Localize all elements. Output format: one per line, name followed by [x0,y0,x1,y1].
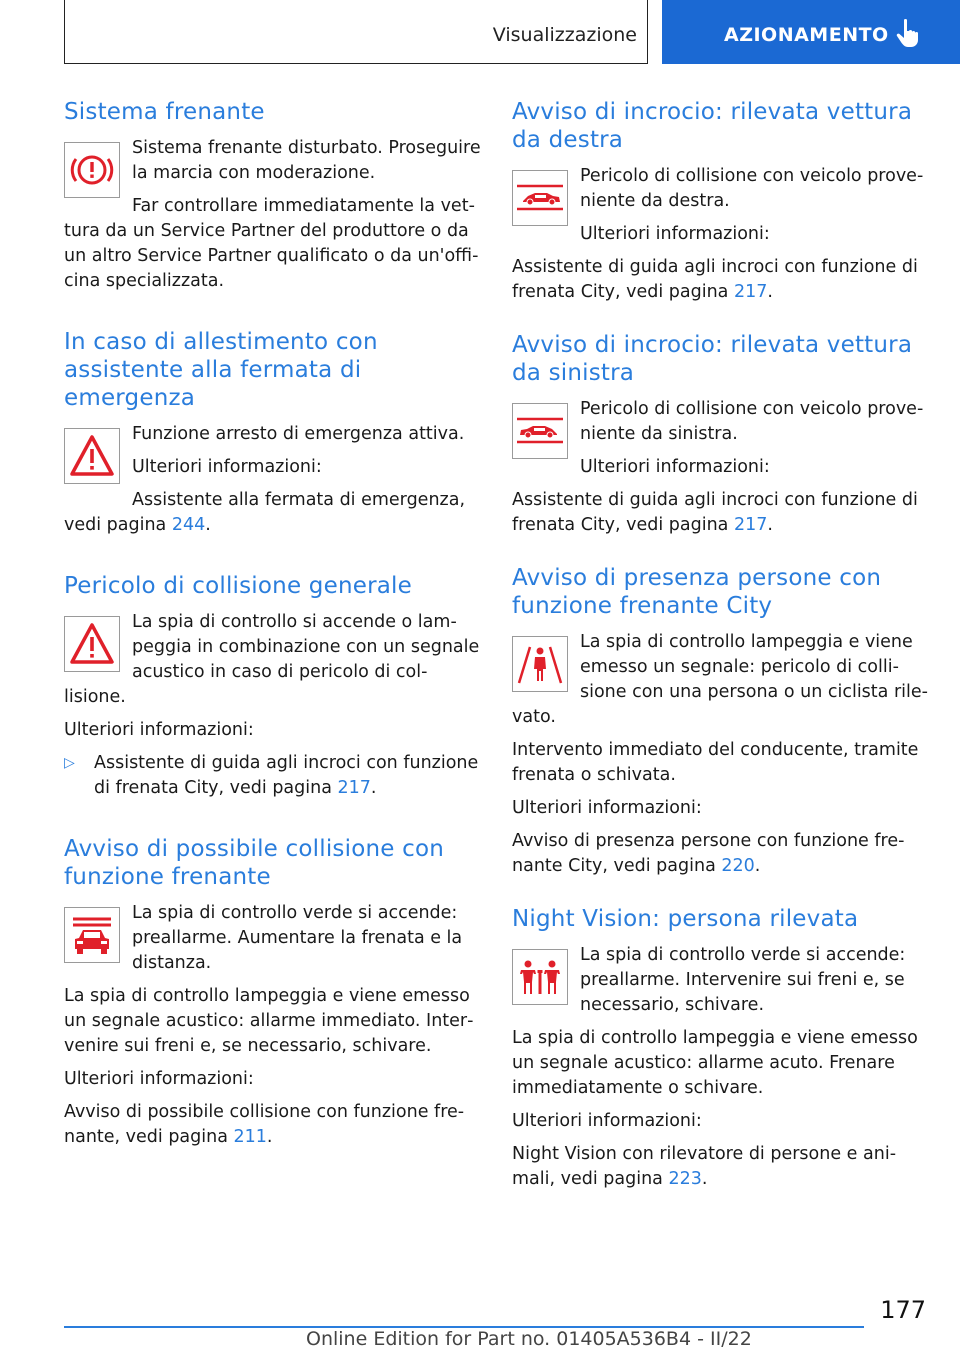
page-link[interactable]: 217 [733,515,768,535]
punctuation: . [767,282,773,302]
paragraph: Far controllare immediatamente la vettura da un Service Partner del produttore o da un altro Service Partner qualificato o da un'officina specializzata. [64,196,479,291]
paragraph: La spia di controllo lampeggia e viene emesso un segnale acustico: allarme immediato. Intervenire sui freni e, se necessario, schivare. [64,986,474,1056]
punctuation: . [767,515,773,535]
section-title: Pericolo di collisione generale [64,573,412,599]
section-cross-traffic-left [512,331,930,538]
page-link[interactable]: 220 [721,856,755,876]
punctuation: . [754,856,761,876]
paragraph [512,829,930,879]
paragraph: Sistema frenante disturbato. Proseguire la marcia con moderazione. [132,138,481,183]
section-title: Avviso di incrocio: rilevata vettura da destra [512,99,913,153]
paragraph [94,751,482,801]
night-vision-persons-icon [512,949,568,1005]
section-emergency-stop-assistant [64,328,482,546]
header-chapter-label: AZIONAMENTO [724,24,889,46]
paragraph: La spia di controllo verde si accende: preallarme. Aumentare la frenata e la distanza. [132,903,463,973]
section-title: Night Vision: persona rilevata [512,906,859,932]
paragraph: Ulteriori informazioni: [512,798,702,818]
section-collision-warning-braking [64,835,482,1150]
header-chapter-tab [662,0,960,64]
punctuation: . [701,1169,708,1189]
reference-text: Avviso di possibile collisione con funzione frenante, vedi pagina [64,1102,465,1147]
pedestrian-warning-icon [512,636,568,692]
section-title: Avviso di possibile collisione con funzione frenante [64,836,444,890]
page-link[interactable]: 217 [733,282,768,302]
page-link[interactable]: 217 [337,778,371,798]
paragraph: La spia di controllo lampeggia e viene emesso un segnale: pericolo di collisione con una persona o un ciclista rilevato. [512,632,928,727]
warning-triangle-icon [64,428,120,484]
paragraph: Funzione arresto di emergenza attiva. [132,424,465,444]
header-section-title: Visualizzazione [492,24,637,46]
page-link[interactable]: 223 [668,1169,702,1189]
punctuation: . [266,1127,273,1147]
section-brake-system [64,98,482,302]
reference-text: Assistente alla fermata di emergenza, vedi pagina [64,490,466,535]
section-title: Avviso di presenza persone con funzione frenante City [512,565,882,619]
section-night-vision-person [512,905,930,1192]
left-column [64,98,482,1176]
reference-text: Assistente di guida agli incroci con funzione di frenata City, vedi pagina [94,753,479,798]
paragraph [512,255,930,305]
page-link[interactable]: 211 [233,1127,267,1147]
paragraph: Ulteriori informazioni: [132,457,322,477]
paragraph: Ulteriori informazioni: [512,1111,702,1131]
reference-text: Avviso di presenza persone con funzione frenante City, vedi pagina [512,831,905,876]
paragraph: Ulteriori informazioni: [580,224,770,244]
bullet-item [64,751,482,809]
paragraph: Intervento immediato del conducente, tramite frenata o schivata. [512,740,919,785]
section-general-collision-danger [64,572,482,809]
paragraph: Ulteriori informazioni: [64,720,254,740]
paragraph: La spia di controllo verde si accende: preallarme. Intervenire sui freni e, se necessario, schivare. [580,945,906,1015]
section-title: In caso di allestimento con assistente alla fermata di emergenza [64,329,378,411]
footer-edition: Online Edition for Part no. 01405A536B4 - II/22 [306,1328,752,1350]
section-pedestrian-warning-city [512,564,930,879]
front-collision-car-icon [64,907,120,963]
section-title: Sistema frenante [64,99,265,125]
page-link[interactable]: 244 [171,515,206,535]
paragraph: Pericolo di collisione con veicolo proveniente da sinistra. [580,399,924,444]
cross-traffic-left-icon [512,403,568,459]
paragraph [512,1142,930,1192]
cross-traffic-right-icon [512,170,568,226]
paragraph: Ulteriori informazioni: [580,457,770,477]
paragraph: Pericolo di collisione con veicolo proveniente da destra. [580,166,924,211]
page-number: 177 [880,1296,926,1324]
paragraph: La spia di controllo lampeggia e viene emesso un segnale acustico: allarme acuto. Frenare immediatamente o schivare. [512,1028,918,1098]
page-header [0,0,960,66]
paragraph: Ulteriori informazioni: [64,1069,254,1089]
paragraph [64,1100,482,1150]
section-cross-traffic-right [512,98,930,305]
paragraph [64,488,482,538]
reference-text: Assistente di guida agli incroci con funzione di frenata City, vedi pagina [512,490,918,535]
reference-text: Night Vision con rilevatore di persone e animali, vedi pagina [512,1144,897,1189]
paragraph: La spia di controllo si accende o lampeggia in combinazione con un segnale acustico in caso di pericolo di collisione. [64,612,480,707]
hand-pointer-icon [896,18,922,48]
bullet-arrow-icon: ▷ [64,755,75,771]
brake-warning-icon [64,142,120,198]
right-column [512,98,930,1218]
reference-text: Assistente di guida agli incroci con funzione di frenata City, vedi pagina [512,257,918,302]
warning-triangle-icon [64,616,120,672]
punctuation: . [370,778,377,798]
paragraph [512,488,930,538]
section-title: Avviso di incrocio: rilevata vettura da sinistra [512,332,913,386]
punctuation: . [205,515,211,535]
header-section-box [64,0,648,64]
